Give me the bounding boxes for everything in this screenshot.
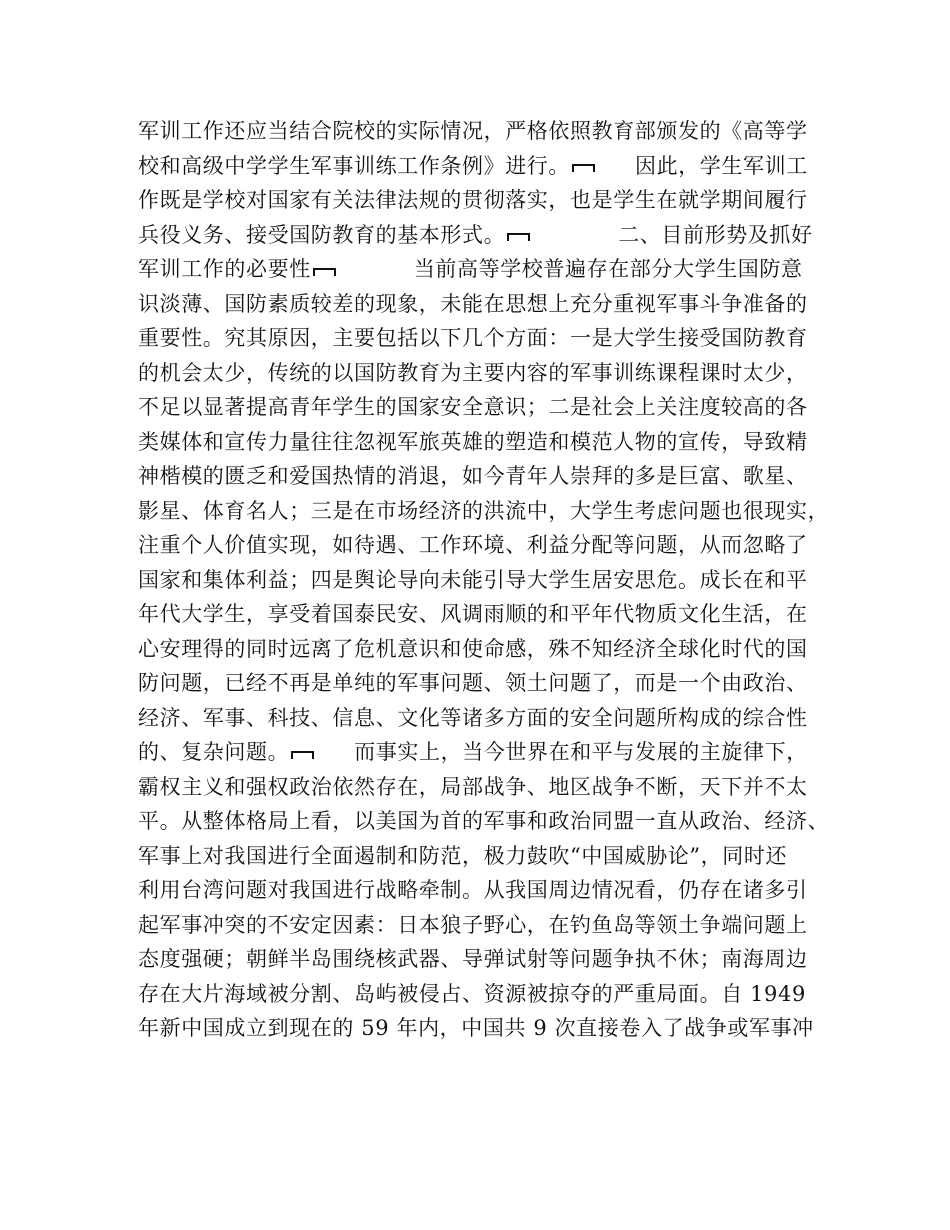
text-line: 国家和集体利益；四是舆论导向未能引导大学生居安思危。成长在和平 (138, 567, 808, 592)
text-line: 的机会太少，传统的以国防教育为主要内容的军事训练课程课时太少， (138, 360, 808, 385)
text-line: 不足以显著提高青年学生的国家安全意识；二是社会上关注度较高的各 (138, 395, 808, 419)
text-line: 军训工作的必要性 当前高等学校普遍存在部分大学生国防意 (138, 257, 803, 281)
paragraph-mark (313, 265, 336, 277)
paragraph-mark (507, 230, 530, 242)
text-line: 平。从整体格局上看，以美国为首的军事和政治同盟一直从政治、经济、 (138, 809, 830, 833)
body-text (138, 114, 828, 1046)
text-line: 军事上对我国进行全面遏制和防范，极力鼓吹“中国威胁论”，同时还 (138, 843, 788, 868)
text-line: 利用台湾问题对我国进行战略牵制。从我国周边情况看，仍存在诸多引 (138, 878, 808, 902)
text-line: 态度强硬；朝鲜半岛围绕核武器、导弹试射等问题争执不休；南海周边 (138, 947, 808, 971)
text-line: 兵役义务、接受国防教育的基本形式。 二、目前形势及抓好 (138, 222, 813, 247)
text-line: 军训工作还应当结合院校的实际情况，严格依照教育部颁发的《高等学 (138, 119, 808, 143)
text-line: 起军事冲突的不安定因素：日本狼子野心，在钓鱼岛等领土争端问题上 (138, 912, 808, 937)
text-line: 识淡薄、国防素质较差的现象，未能在思想上充分重视军事斗争准备的 (138, 291, 808, 316)
text-line: 的、复杂问题。 而事实上，当今世界在和平与发展的主旋律下， (138, 740, 808, 764)
text-line: 注重个人价值实现，如待遇、工作环境、利益分配等问题，从而忽略了 (138, 533, 808, 557)
text-line: 经济、军事、科技、信息、文化等诸多方面的安全问题所构成的综合性 (138, 705, 808, 730)
text-line: 校和高级中学学生军事训练工作条例》进行。 因此，学生军训工 (138, 153, 808, 178)
text-line: 霸权主义和强权政治依然存在，局部战争、地区战争不断，天下并不太 (138, 774, 808, 799)
text-line: 重要性。究其原因，主要包括以下几个方面：一是大学生接受国防教育 (138, 326, 808, 350)
text-line: 年代大学生，享受着国泰民安、风调雨顺的和平年代物质文化生活，在 (138, 602, 808, 626)
text-line: 影星、体育名人；三是在市场经济的洪流中，大学生考虑问题也很现实， (138, 498, 830, 523)
text-line: 类媒体和宣传力量往往忽视军旅英雄的塑造和模范人物的宣传，导致精 (138, 429, 808, 454)
text-line: 心安理得的同时远离了危机意识和使命感，殊不知经济全球化时代的国 (138, 636, 808, 661)
paragraph-mark (572, 161, 595, 173)
text-line: 作既是学校对国家有关法律法规的贯彻落实，也是学生在就学期间履行 (138, 188, 808, 212)
text-line: 存在大片海域被分割、岛屿被侵占、资源被掠夺的严重局面。自 1949 (138, 981, 806, 1006)
text-line: 年新中国成立到现在的 59 年内，中国共 9 次直接卷入了战争或军事冲 (138, 1016, 814, 1040)
text-line: 神楷模的匮乏和爱国热情的消退，如今青年人崇拜的多是巨富、歌星、 (138, 464, 808, 488)
text-line: 防问题，已经不再是单纯的军事问题、领土问题了，而是一个由政治、 (138, 671, 808, 695)
paragraph-mark (291, 748, 314, 760)
